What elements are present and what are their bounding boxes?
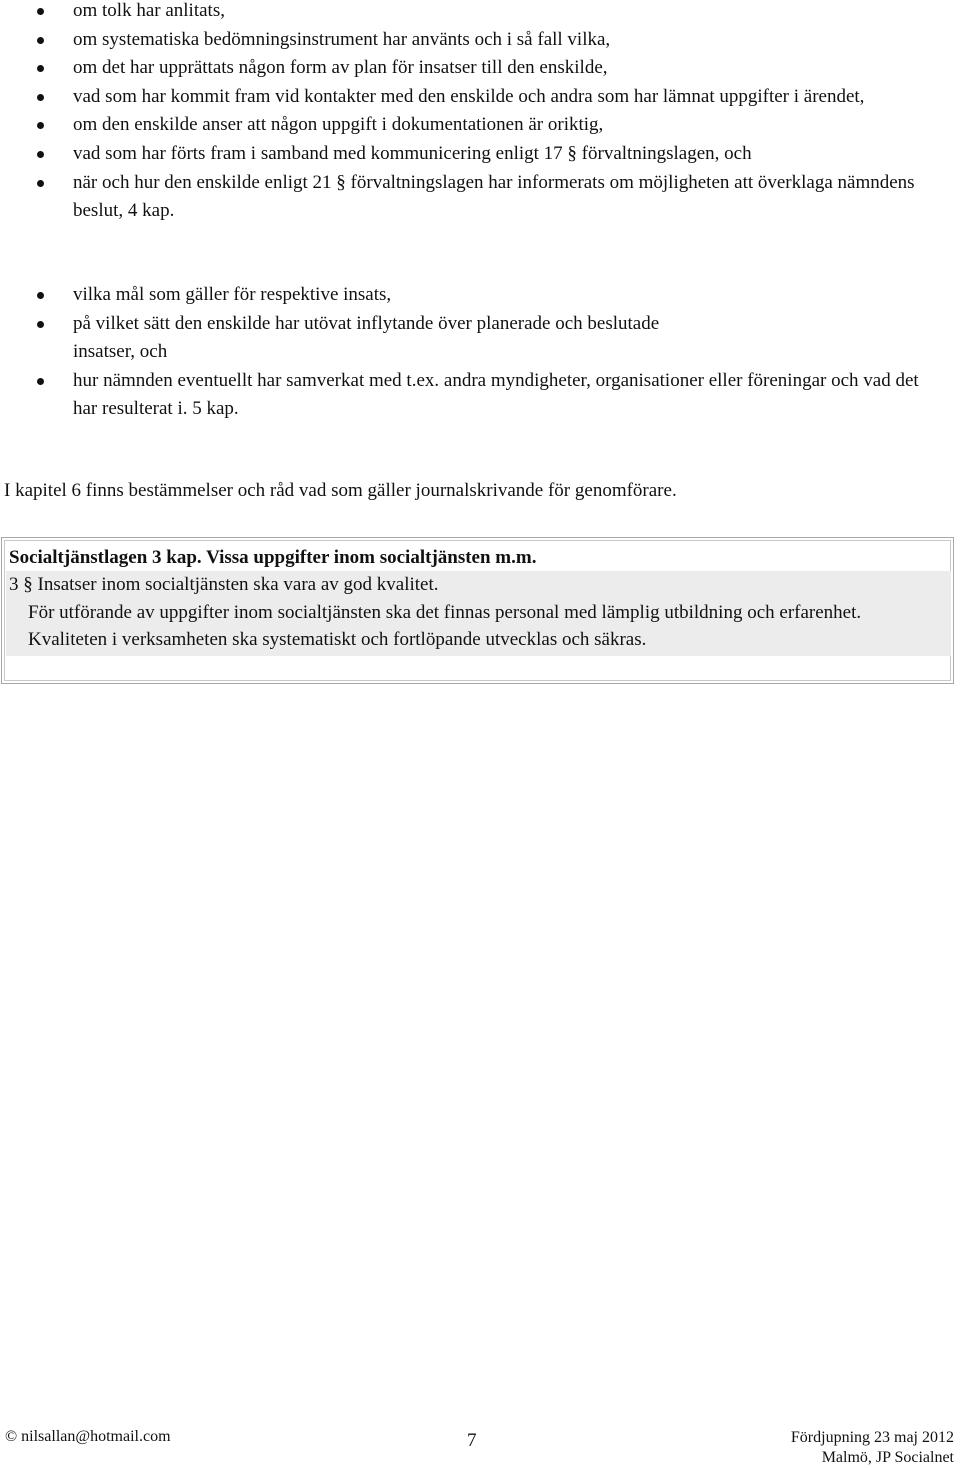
list-item (0, 26, 940, 55)
footer-email: © nilsallan@hotmail.com (5, 1428, 171, 1445)
bullet-icon (37, 180, 44, 187)
page-number: 7 (467, 1430, 477, 1451)
list-item-text: när och hur den enskilde enligt 21 § förvaltningslagen har informerats om möjligheten att överklaga nämndens beslut, 4 kap. (73, 171, 915, 222)
bullet-icon (37, 8, 44, 15)
bullet-icon (37, 122, 44, 129)
footer-date: Fördjupning 23 maj 2012 (790, 1429, 954, 1446)
list-item-text: vad som har förts fram i samband med kommunicering enligt 17 § förvaltningslagen, och (73, 142, 752, 164)
list-item-text: vilka mål som gäller för respektive insats, (73, 284, 392, 305)
bullet-icon (37, 37, 44, 44)
list-item-text: vad som har kommit fram vid kontakter med den enskilde och andra som har lämnat uppgifter i ärendet, (73, 85, 865, 107)
list-item (0, 83, 940, 112)
law-line-1: 3 § Insatser inom socialtjänsten ska vara av god kvalitet. (9, 574, 439, 595)
list-item-text: om tolk har anlitats, (73, 0, 225, 21)
list-item-text: om systematiska bedömningsinstrument har använts och i så fall vilka, (73, 28, 611, 50)
page-footer (0, 1426, 960, 1468)
list-item (0, 367, 940, 424)
footer-meta (791, 1428, 954, 1468)
list-item (0, 281, 940, 310)
bullet-list-plan-contents (0, 281, 940, 424)
list-item-text: om den enskilde anser att någon uppgift i dokumentationen är oriktig, (73, 114, 604, 136)
chapter-6-paragraph: I kapitel 6 finns bestämmelser och råd vad som gäller journalskrivande för genomförare. (4, 480, 677, 501)
bullet-icon (37, 151, 44, 158)
list-item (0, 111, 940, 140)
list-item (0, 0, 940, 26)
bullet-icon (37, 65, 44, 72)
law-text-block (6, 571, 951, 656)
law-line-2: För utförande av uppgifter inom socialtjänsten ska det finnas personal med lämplig utbildning och erfarenhet. (28, 601, 862, 623)
list-item (0, 169, 940, 226)
list-item (0, 140, 940, 169)
law-quote-box (1, 537, 954, 684)
law-title: Socialtjänstlagen 3 kap. Vissa uppgifter inom socialtjänsten m.m. (9, 547, 537, 568)
bullet-icon (37, 378, 44, 385)
list-item (0, 54, 940, 83)
bullet-icon (37, 94, 44, 101)
law-line-3: Kvaliteten i verksamheten ska systematiskt och fortlöpande utvecklas och säkras. (28, 629, 647, 650)
list-item (0, 310, 940, 367)
bullet-list-record-contents (0, 0, 940, 226)
bullet-icon (37, 321, 44, 328)
list-item-text: på vilket sätt den enskilde har utövat inflytande över planerade och beslutade insatser, och (73, 312, 660, 363)
footer-place: Malmö, JP Socialnet (821, 1449, 954, 1466)
list-item-text: om det har upprättats någon form av plan för insatser till den enskilde, (73, 57, 608, 79)
bullet-icon (37, 292, 44, 299)
list-item-text: hur nämnden eventuellt har samverkat med t.ex. andra myndigheter, organisationer eller föreningar och vad det har resulterat i. 5 kap. (73, 369, 919, 420)
